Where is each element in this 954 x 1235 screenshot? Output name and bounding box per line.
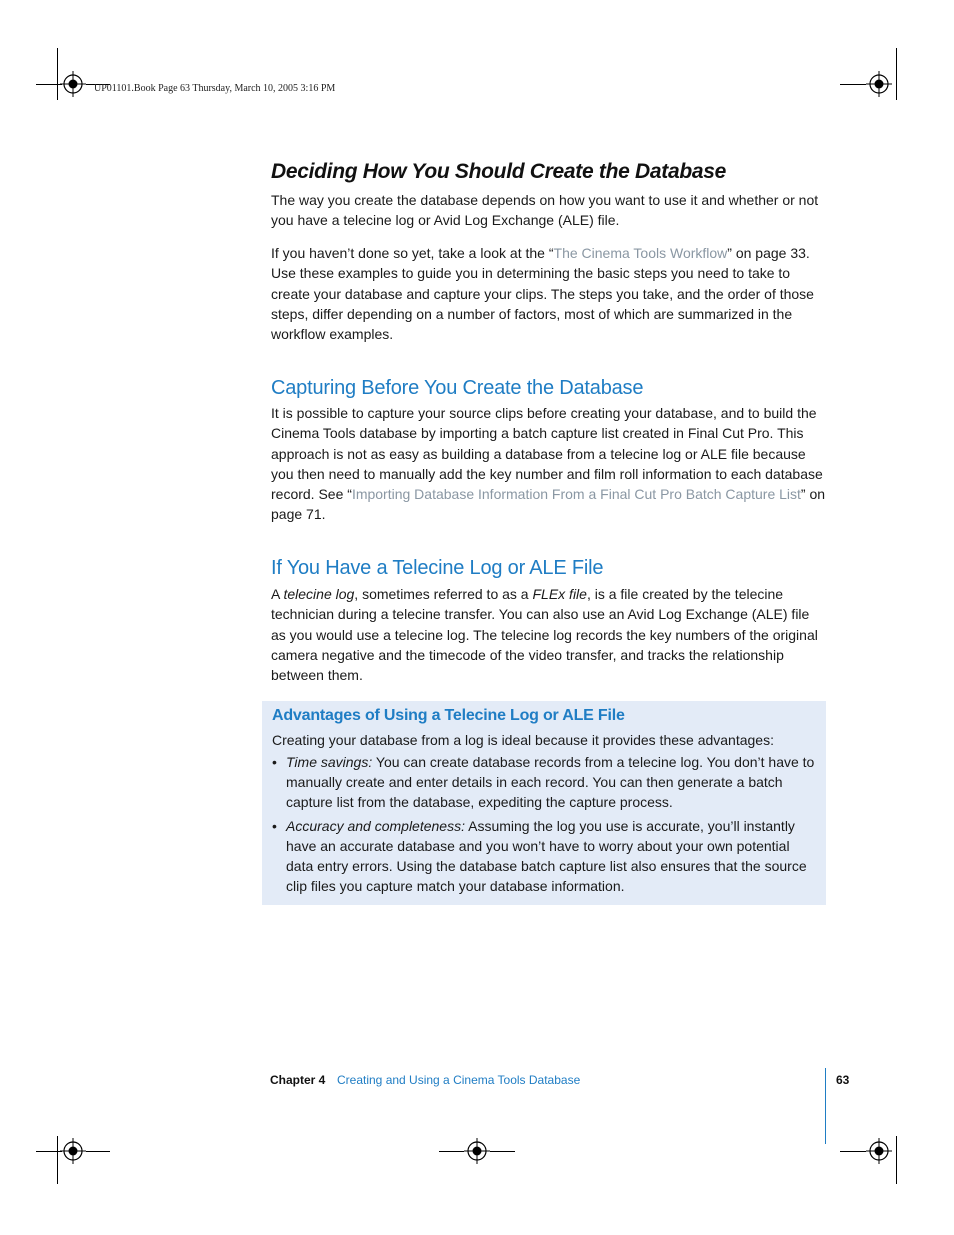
section-heading-capturing: Capturing Before You Create the Database (271, 377, 644, 399)
print-slug: UP01101.Book Page 63 Thursday, March 10, 2005 3:16 PM (94, 83, 336, 94)
crop-line (57, 48, 58, 100)
crop-line (57, 1136, 58, 1184)
page-number: 63 (836, 1073, 850, 1087)
bullet-icon: • (272, 754, 277, 770)
callout-heading: Advantages of Using a Telecine Log or ALE File (272, 707, 625, 724)
cross-reference-link[interactable]: The Cinema Tools Workflow (553, 245, 728, 261)
cross-reference-link[interactable]: Importing Database Information From a Final Cut Pro Batch Capture List (351, 486, 801, 503)
footer-divider (825, 1068, 826, 1144)
bullet-item: • Time savings: You can create database records from a telecine log. You don’t have to manually create and enter details in each record. You can then generate a batch capture list from the database, expediting the capture process. (272, 754, 815, 810)
crop-line (36, 1151, 62, 1152)
registration-mark-bottom-center (464, 1138, 490, 1164)
crop-line (896, 48, 897, 100)
callout-intro: Creating your database from a log is ideal because it provides these advantages: (272, 732, 774, 748)
crop-line (840, 1151, 866, 1152)
registration-mark-top-left (60, 71, 86, 97)
crop-line (896, 1136, 897, 1184)
registration-mark-bottom-right (866, 1138, 892, 1164)
paragraph: The way you create the database depends on how you want to use it and whether or not you have a telecine log or Avid Log Exchange (ALE) file. (271, 192, 819, 229)
footer-chapter-title: Creating and Using a Cinema Tools Database (337, 1073, 581, 1087)
crop-line (86, 1151, 110, 1152)
crop-line (490, 1151, 515, 1152)
crop-line (36, 84, 62, 85)
advantages-callout-box (262, 701, 826, 905)
footer-chapter: Chapter 4 (270, 1073, 326, 1087)
section-heading-telecine: If You Have a Telecine Log or ALE File (271, 557, 604, 579)
crop-line (840, 84, 866, 85)
bullet-item: • Accuracy and completeness: Assuming the log you use is accurate, you’ll instantly have an accurate database and you won’t have to worry about your own potential data entry errors. Using the database batch capture list also ensures that the source clip files you capture match your database information. (272, 818, 807, 894)
section-heading-deciding: Deciding How You Should Create the Database (271, 160, 727, 183)
paragraph: It is possible to capture your source clips before creating your database, and to build the Cinema Tools database by importing a batch capture list created in Final Cut Pro. This approach is not as easy as building a database from a telecine log or ALE file because you then need to manually add the key number and film roll information to each database record. See “Importing Database Information From a Final Cut Pro Batch Capture List” on page 71. (271, 405, 826, 523)
paragraph: If you haven’t done so yet, take a look at the “The Cinema Tools Workflow” on page 33. Use these examples to guide you in determining the basic steps you need to take to create your database and capture your clips. The steps you take, and the order of those steps, differ depending on a number of factors, most of which are summarized in the workflow examples. (271, 245, 814, 343)
crop-line (439, 1151, 464, 1152)
paragraph: A telecine log, sometimes referred to as a FLEx file, is a file created by the telecine technician during a telecine transfer. You can also use an Avid Log Exchange (ALE) file as you would use a telecine log. The telecine log records the key numbers of the original camera negative and the timecode of the video transfer, and tracks the relationship between them. (271, 586, 818, 684)
registration-mark-top-right (866, 71, 892, 97)
registration-mark-bottom-left (60, 1138, 86, 1164)
bullet-icon: • (272, 818, 277, 834)
